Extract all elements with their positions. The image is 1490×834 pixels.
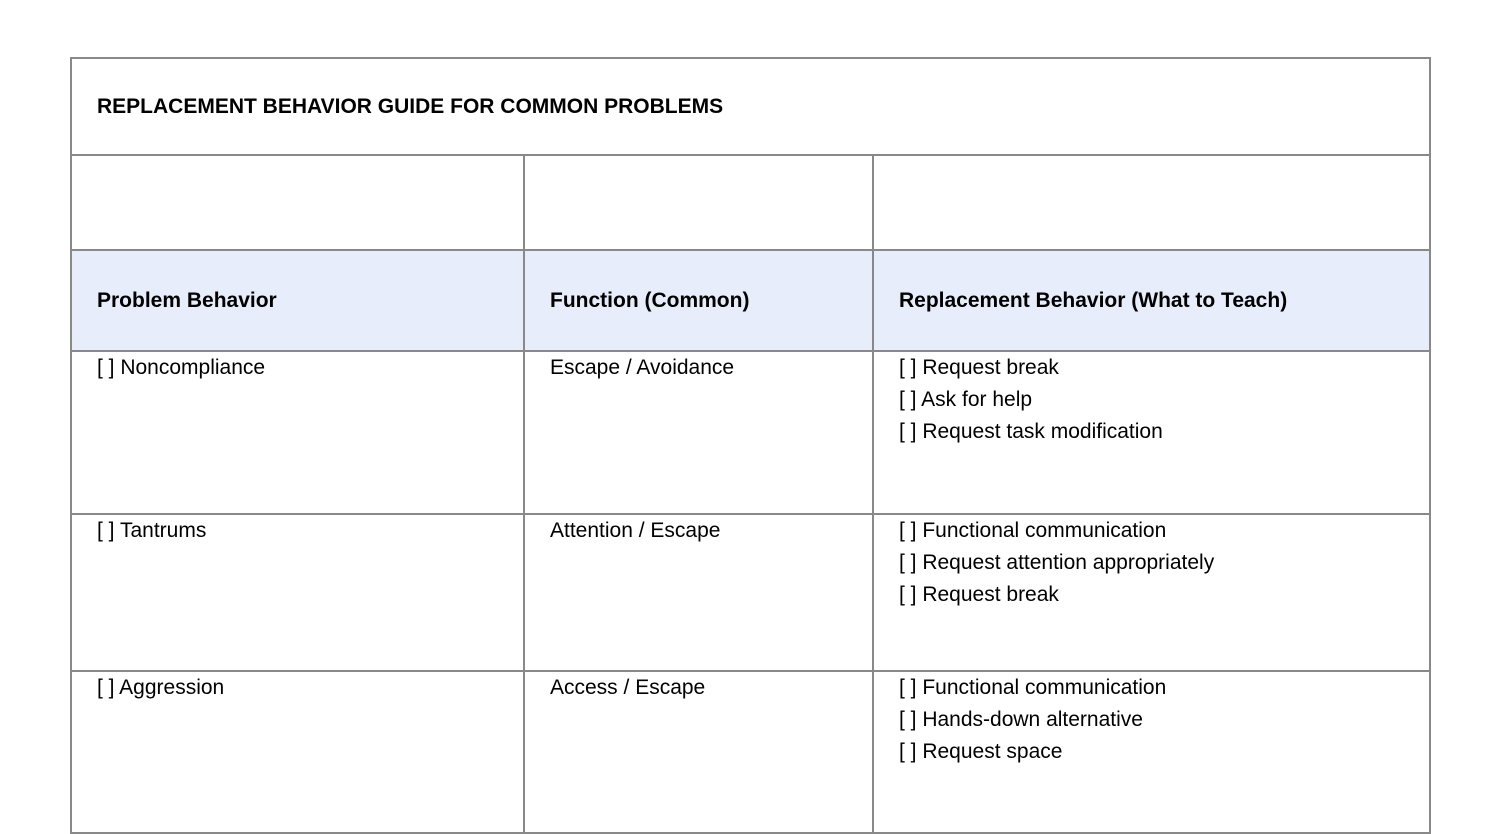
replacement-option: [ ] Request break [899, 356, 1059, 379]
replacement-option: [ ] Request break [899, 583, 1059, 606]
cell-replacement-behaviors [873, 351, 1430, 514]
cell-function: Escape / Avoidance [524, 351, 873, 514]
table-row-aggression [71, 671, 1430, 833]
cell-problem-behavior: [ ] Noncompliance [71, 351, 524, 514]
cell-replacement-behaviors [873, 514, 1430, 671]
replacement-option: [ ] Functional communication [899, 676, 1167, 699]
replacement-option: [ ] Request task modification [899, 420, 1163, 443]
cell-function: Access / Escape [524, 671, 873, 833]
replacement-option: [ ] Request space [899, 740, 1063, 763]
empty-cell [524, 155, 873, 250]
table-row-noncompliance [71, 351, 1430, 514]
replacement-option: [ ] Functional communication [899, 519, 1167, 542]
table-title-row [71, 58, 1430, 155]
replacement-option: [ ] Hands-down alternative [899, 708, 1143, 731]
table-title: REPLACEMENT BEHAVIOR GUIDE FOR COMMON PROBLEMS [71, 58, 1430, 155]
table-header-row [71, 250, 1430, 351]
empty-cell [71, 155, 524, 250]
cell-problem-behavior: [ ] Aggression [71, 671, 524, 833]
replacement-option: [ ] Ask for help [899, 388, 1033, 411]
cell-function: Attention / Escape [524, 514, 873, 671]
table-row-tantrums [71, 514, 1430, 671]
replacement-behavior-table [70, 57, 1431, 834]
empty-cell [873, 155, 1430, 250]
cell-replacement-behaviors [873, 671, 1430, 833]
column-header-problem-behavior: Problem Behavior [71, 250, 524, 351]
empty-row [71, 155, 1430, 250]
column-header-replacement-behavior: Replacement Behavior (What to Teach) [873, 250, 1430, 351]
column-header-function: Function (Common) [524, 250, 873, 351]
replacement-option: [ ] Request attention appropriately [899, 551, 1215, 574]
cell-problem-behavior: [ ] Tantrums [71, 514, 524, 671]
